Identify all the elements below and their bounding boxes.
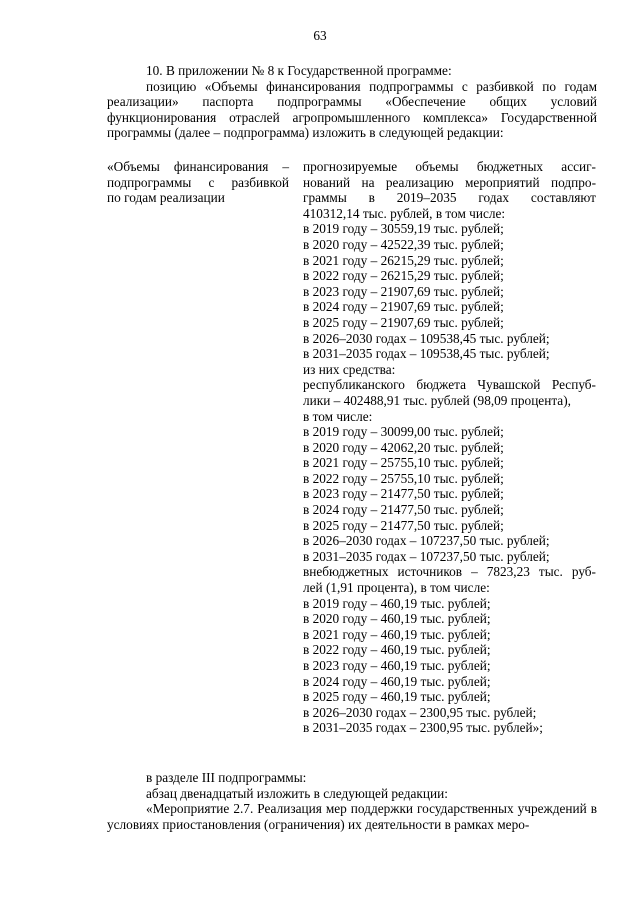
offbudget-year-line: в 2026–2030 годах – 2300,95 тыс. рублей; [303, 704, 537, 720]
total-year-line: в 2024 году – 21907,69 тыс. рублей; [303, 299, 504, 315]
republic-year-line: в 2021 году – 25755,10 тыс. рублей; [303, 455, 504, 471]
total-year-line: в 2020 году – 42522,39 тыс. рублей; [303, 236, 504, 252]
of-them-label: из них средства: [303, 361, 396, 377]
offbudget-year-line: в 2020 году – 460,19 тыс. рублей; [303, 611, 491, 627]
republic-year-line: в 2024 году – 21477,50 тыс. рублей; [303, 502, 504, 518]
republic-year-line: в 2031–2035 годах – 107237,50 тыс. рублей; [303, 548, 550, 564]
republic-year-line: в 2025 году – 21477,50 тыс. рублей; [303, 517, 504, 533]
republic-head-1: республиканского бюджета Чувашской Респуб- [303, 377, 596, 393]
intro-section [107, 63, 597, 141]
republic-year-line: в 2026–2030 годах – 107237,50 тыс. рублей; [303, 533, 550, 549]
right-column-financing [303, 159, 596, 736]
financing-head-1: прогнозируемые объемы бюджетных ассиг- [303, 159, 596, 174]
republic-head-2: лики – 402488,91 тыс. рублей (98,09 процента), [303, 392, 571, 408]
republic-year-line: в 2022 году – 25755,10 тыс. рублей; [303, 470, 504, 486]
financing-head-2: нований на реализацию мероприятий подпро- [303, 174, 596, 190]
offbudget-year-line: в 2019 году – 460,19 тыс. рублей; [303, 595, 491, 611]
offbudget-year-line: в 2021 году – 460,19 тыс. рублей; [303, 626, 491, 642]
outro-paragraph: «Мероприятие 2.7. Реализация мер поддержки государственных учреждений в условиях приостановления (ограничения) их деятельности в рамках меро- [107, 801, 597, 832]
offbudget-year-line: в 2025 году – 460,19 тыс. рублей; [303, 689, 491, 705]
intro-line-1: 10. В приложении № 8 к Государственной программе: [146, 63, 452, 78]
outro-line-1: в разделе III подпрограммы: [146, 770, 307, 785]
offbudget-head-2: лей (1,91 процента), в том числе: [303, 580, 490, 596]
left-line-2: подпрограммы с разбивкой [107, 174, 289, 190]
offbudget-year-line: в 2022 году – 460,19 тыс. рублей; [303, 642, 491, 658]
total-year-line: в 2026–2030 годах – 109538,45 тыс. рублей; [303, 330, 550, 346]
outro-line-2: абзац двенадцатый изложить в следующей редакции: [146, 785, 448, 801]
total-year-line: в 2025 году – 21907,69 тыс. рублей; [303, 314, 504, 330]
republic-year-line: в 2019 году – 30099,00 тыс. рублей; [303, 424, 504, 440]
financing-head-3: граммы в 2019–2035 годах составляют [303, 190, 596, 206]
intro-paragraph: позицию «Объемы финансирования подпрограммы с разбивкой по годам реализации» паспорта подпрограммы «Обеспечение общих условий функционирования отраслей агропромышленного комплекса» Государственной программы (далее – подпрограмма) изложить в следующей редакции: [107, 78, 597, 141]
total-year-line: в 2023 году – 21907,69 тыс. рублей; [303, 283, 504, 299]
left-line-3: по годам реализации [107, 190, 225, 206]
total-year-line: в 2031–2035 годах – 109538,45 тыс. рублей; [303, 346, 550, 362]
left-line-1: «Объемы финансирования – [107, 159, 289, 174]
republic-year-line: в 2020 году – 42062,20 тыс. рублей; [303, 439, 504, 455]
total-year-line: в 2022 году – 26215,29 тыс. рублей; [303, 268, 504, 284]
republic-year-line: в 2023 году – 21477,50 тыс. рублей; [303, 486, 504, 502]
outro-section [107, 770, 597, 832]
total-year-line: в 2019 году – 30559,19 тыс. рублей; [303, 221, 504, 237]
offbudget-year-line: в 2024 году – 460,19 тыс. рублей; [303, 673, 491, 689]
republic-incl: в том числе: [303, 408, 373, 424]
page-number: 63 [313, 28, 327, 43]
financing-total: 410312,14 тыс. рублей, в том числе: [303, 205, 506, 221]
left-column-label [107, 159, 289, 206]
offbudget-head-1: внебюджетных источников – 7823,23 тыс. руб- [303, 564, 596, 580]
offbudget-year-line: в 2031–2035 годах – 2300,95 тыс. рублей»; [303, 720, 543, 736]
total-year-line: в 2021 году – 26215,29 тыс. рублей; [303, 252, 504, 268]
offbudget-year-line: в 2023 году – 460,19 тыс. рублей; [303, 658, 491, 673]
